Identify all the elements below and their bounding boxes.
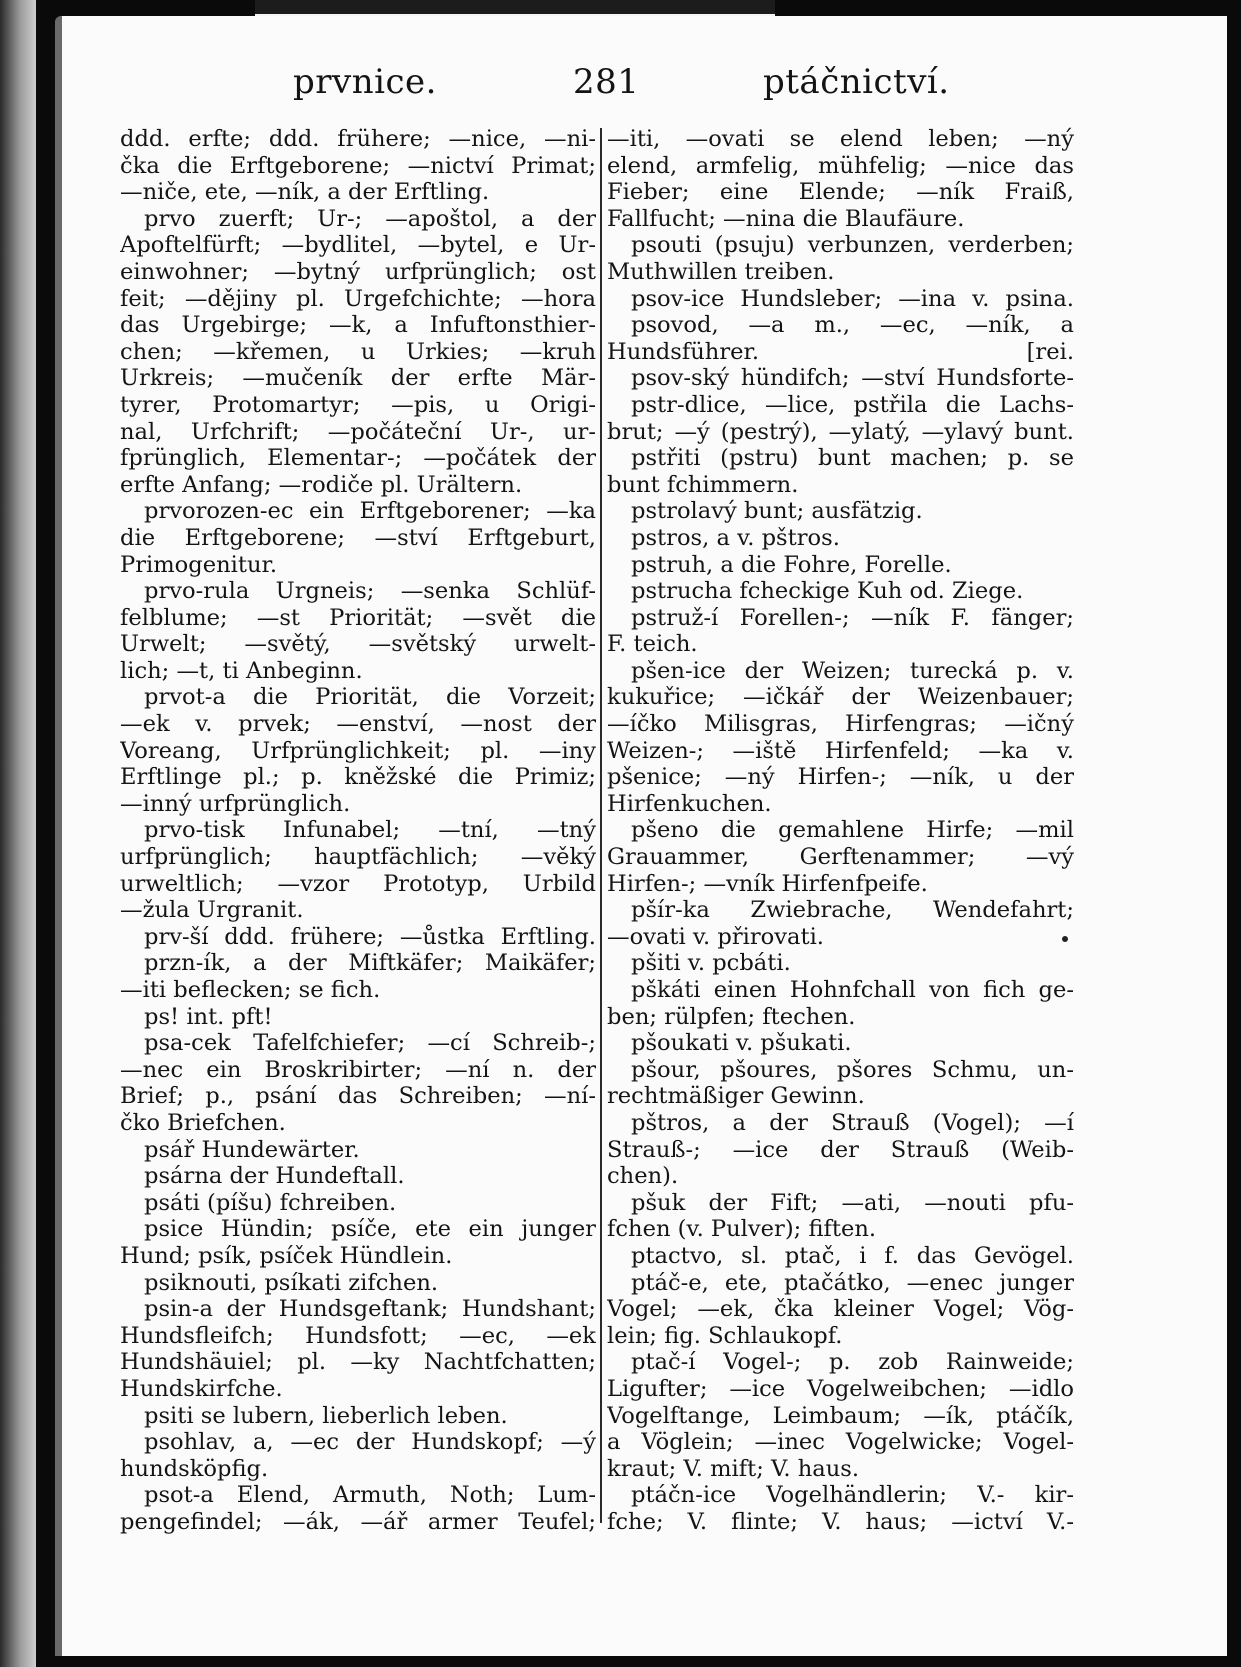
entry-line: das Urgebirge; —k, a Infuftonsthier- bbox=[120, 312, 596, 339]
entry-line: —iti, —ovati se elend leben; —ný bbox=[607, 126, 1074, 152]
entry-line: psouti (psuju) verbunzen, verderben; bbox=[631, 232, 1074, 259]
entry-line: tyrer, Protomartyr; —pis, u Origi- bbox=[120, 391, 596, 418]
entry-line: hundsköpfig. bbox=[120, 1455, 269, 1482]
page-number: 281 bbox=[573, 62, 640, 102]
entry-line: Erftlinge pl.; p. kněžské die Primiz; bbox=[120, 764, 596, 791]
entry-line: Hundsfleifch; Hundsfott; —ec, —ek bbox=[120, 1322, 596, 1349]
entry-line: pšour, pšoures, pšores Schmu, un- bbox=[631, 1056, 1074, 1083]
entry-line: Urwelt; —světý, —světský urwelt- bbox=[120, 631, 596, 658]
entry-line: brut; —ý (pestrý), —ylatý, —ylavý bunt. bbox=[607, 418, 1074, 445]
top-scan-edge bbox=[255, 0, 775, 16]
entry-line: pšoukati v. pšukati. bbox=[631, 1030, 852, 1057]
entry-line: F. teich. bbox=[607, 631, 698, 658]
entry-line: felblume; —st Priorität; —svět die bbox=[120, 604, 596, 631]
entry-line: ptactvo, sl. ptač, i f. das Gevögel. bbox=[631, 1242, 1074, 1269]
column-divider bbox=[600, 128, 602, 1523]
entry-line: chen). bbox=[607, 1163, 679, 1190]
entry-line: pstruž-í Forellen-; —ník F. fänger; bbox=[631, 604, 1074, 631]
entry-line: psa-cek Tafelfchiefer; —cí Schreib-; bbox=[144, 1030, 596, 1057]
entry-line: psovod, —a m., —ec, —ník, a bbox=[631, 312, 1074, 339]
entry-line: kukuřice; —ičkář der Weizenbauer; bbox=[607, 684, 1074, 711]
entry-line: bunt fchimmern. bbox=[607, 471, 799, 498]
entry-line: pstřiti (pstru) bunt machen; p. se bbox=[631, 445, 1074, 472]
entry-line: przn-ík, a der Miftkäfer; Maikäfer; bbox=[144, 950, 596, 977]
entry-line: Hirfenkuchen. bbox=[607, 790, 772, 817]
entry-line: —inný urfprünglich. bbox=[120, 790, 351, 817]
entry-line: psohlav, a, —ec der Hundskopf; —ý bbox=[144, 1429, 596, 1456]
entry-line: Vogelftange, Leimbaum; —ík, ptáčík, bbox=[607, 1402, 1074, 1429]
entry-line: pšenice; —ný Hirfen-; —ník, u der bbox=[607, 764, 1074, 791]
entry-line: fche; V. flinte; V. haus; —ictví V.- bbox=[607, 1508, 1074, 1535]
entry-line: pstrolavý bunt; ausfätzig. bbox=[631, 498, 923, 525]
entry-line: Hirfen-; —vník Hirfenfpeife. bbox=[607, 870, 928, 897]
entry-line: urweltlich; —vzor Prototyp, Urbild bbox=[120, 870, 596, 897]
entry-line: čka die Erftgeborene; —nictví Primat; bbox=[120, 152, 596, 179]
entry-line: psárna der Hundeftall. bbox=[144, 1163, 405, 1190]
entry-line: pšen-ice der Weizen; turecká p. v. bbox=[631, 657, 1074, 684]
entry-line: einwohner; —bytný urfprünglich; ost bbox=[120, 258, 596, 285]
left-column bbox=[120, 126, 596, 1535]
entry-line: pstruh, a die Fohre, Forelle. bbox=[631, 551, 952, 578]
entry-line: Voreang, Urfprünglichkeit; pl. —iny bbox=[120, 737, 596, 764]
entry-line: nal, Urfchrift; —počáteční Ur-, ur- bbox=[120, 418, 596, 445]
entry-line: pengefindel; —ák, —ář armer Teufel; bbox=[120, 1508, 596, 1535]
entry-line: ptač-í Vogel-; p. zob Rainweide; bbox=[631, 1349, 1074, 1376]
entry-line: psov-ice Hundsleber; —ina v. psina. bbox=[631, 285, 1074, 312]
entry-line: rechtmäßiger Gewinn. bbox=[607, 1083, 865, 1110]
entry-line: feit; —dějiny pl. Urgefchichte; —hora bbox=[120, 285, 596, 312]
entry-line: Vogel; —ek, čka kleiner Vogel; Vög- bbox=[607, 1296, 1074, 1323]
entry-line: Weizen-; —iště Hirfenfeld; —ka v. bbox=[607, 737, 1074, 764]
entry-line: lich; —t, ti Anbeginn. bbox=[120, 657, 363, 684]
entry-line: Muthwillen treiben. bbox=[607, 258, 835, 285]
entry-line: pštros, a der Strauß (Vogel); —í bbox=[631, 1109, 1074, 1136]
entry-line: Brief; p., psání das Schreiben; —ní- bbox=[120, 1083, 596, 1110]
entry-line: prvo-rula Urgneis; —senka Schlüf- bbox=[144, 578, 596, 605]
entry-line: Grauammer, Gerftenammer; —vý bbox=[607, 844, 1074, 871]
entry-line: ps! int. pft! bbox=[144, 1003, 273, 1030]
header-left-guide-word: prvnice. bbox=[293, 62, 437, 102]
entry-line: Fieber; eine Elende; —ník Fraiß, bbox=[607, 179, 1074, 206]
entry-line: a Vöglein; —inec Vogelwicke; Vogel- bbox=[607, 1429, 1074, 1456]
entry-line: Ligufter; —ice Vogelweibchen; —idlo bbox=[607, 1375, 1074, 1402]
book-spine-edge bbox=[0, 0, 36, 1667]
entry-line: prv-ší ddd. frühere; —ůstka Erftling. bbox=[144, 923, 596, 950]
entry-line: prvo zuerft; Ur-; —apoštol, a der bbox=[144, 205, 596, 232]
entry-line: pstr-dlice, —lice, pstřila die Lachs- bbox=[631, 391, 1074, 418]
entry-line: prvo-tisk Infunabel; —tní, —tný bbox=[144, 817, 596, 844]
entry-line: —iti beflecken; se fich. bbox=[120, 977, 381, 1003]
entry-line: ben; rülpfen; ftechen. bbox=[607, 1003, 856, 1030]
entry-line: urfprünglich; hauptfächlich; —věký bbox=[120, 844, 596, 871]
entry-line: pšír-ka Zwiebrache, Wendefahrt; bbox=[631, 897, 1074, 924]
print-speck bbox=[1062, 936, 1068, 942]
entry-line: pstrucha fcheckige Kuh od. Ziege. bbox=[631, 578, 1024, 605]
entry-line: prvot-a die Priorität, die Vorzeit; bbox=[144, 684, 596, 711]
entry-line: psin-a der Hundsgeftank; Hundshant; bbox=[144, 1296, 596, 1323]
entry-line: ddd. erfte; ddd. frühere; —nice, —ni- bbox=[120, 126, 596, 152]
entry-line: erfte Anfang; —rodiče pl. Urältern. bbox=[120, 471, 523, 498]
page-header bbox=[0, 62, 1241, 112]
entry-line: —ek v. prvek; —enství, —nost der bbox=[120, 711, 596, 738]
entry-line: Hundsführer. [rei. bbox=[607, 338, 1074, 365]
entry-line: —niče, ete, —ník, a der Erftling. bbox=[120, 179, 490, 206]
entry-line: psiknouti, psíkati zifchen. bbox=[144, 1269, 439, 1296]
entry-line: Hundshäuiel; pl. —ky Nachtfchatten; bbox=[120, 1349, 596, 1376]
entry-line: pškáti einen Hohnfchall von fich ge- bbox=[631, 977, 1074, 1003]
entry-line: čko Briefchen. bbox=[120, 1109, 286, 1136]
entry-line: ptáčn-ice Vogelhändlerin; V.- kir- bbox=[631, 1482, 1074, 1509]
entry-line: psář Hundewärter. bbox=[144, 1136, 360, 1163]
entry-line: psáti (píšu) fchreiben. bbox=[144, 1189, 397, 1216]
entry-line: Hund; psík, psíček Hündlein. bbox=[120, 1242, 453, 1269]
entry-line: prvorozen-ec ein Erftgeborener; —ka bbox=[144, 498, 596, 525]
entry-line: —žula Urgranit. bbox=[120, 897, 304, 924]
right-column bbox=[607, 126, 1074, 1535]
entry-line: lein; fig. Schlaukopf. bbox=[607, 1322, 843, 1349]
entry-line: psice Hündin; psíče, ete ein junger bbox=[144, 1216, 596, 1243]
entry-line: fchen (v. Pulver); fiften. bbox=[607, 1216, 877, 1243]
entry-line: psiti se lubern, lieberlich leben. bbox=[144, 1402, 508, 1429]
entry-line: chen; —křemen, u Urkies; —kruh bbox=[120, 338, 596, 365]
entry-line: Urkreis; —mučeník der erfte Mär- bbox=[120, 365, 596, 392]
entry-line: Strauß-; —ice der Strauß (Weib- bbox=[607, 1136, 1074, 1163]
entry-line: Primogenitur. bbox=[120, 551, 277, 578]
entry-line: elend, armfelig, mühfelig; —nice das bbox=[607, 152, 1074, 179]
entry-line: pšuk der Fift; —ati, —nouti pfu- bbox=[631, 1189, 1074, 1216]
entry-line: ptáč-e, ete, ptačátko, —enec junger bbox=[631, 1269, 1074, 1296]
entry-line: pstros, a v. pštros. bbox=[631, 524, 840, 551]
entry-line: psot-a Elend, Armuth, Noth; Lum- bbox=[144, 1482, 596, 1509]
entry-line: Hundskirfche. bbox=[120, 1375, 283, 1402]
entry-line: die Erftgeborene; —ství Erftgeburt, bbox=[120, 524, 596, 551]
entry-line: —nec ein Broskribirter; —ní n. der bbox=[120, 1056, 596, 1083]
entry-line: kraut; V. mift; V. haus. bbox=[607, 1455, 860, 1482]
entry-line: —íčko Milisgras, Hirfengras; —ičný bbox=[607, 711, 1074, 738]
entry-line: —ovati v. přirovati. bbox=[607, 923, 824, 950]
entry-line: pšeno die gemahlene Hirfe; —mil bbox=[631, 817, 1074, 844]
entry-line: fprünglich, Elementar-; —počátek der bbox=[120, 445, 596, 472]
entry-line: psov-ský hündifch; —ství Hundsforte- bbox=[631, 365, 1074, 392]
entry-line: Fallfucht; —nina die Blaufäure. bbox=[607, 205, 965, 232]
entry-line: pšiti v. pcbáti. bbox=[631, 950, 791, 977]
header-right-guide-word: ptáčnictví. bbox=[763, 62, 950, 102]
entry-line: Apoftelfürft; —bydlitel, —bytel, e Ur- bbox=[120, 232, 596, 259]
